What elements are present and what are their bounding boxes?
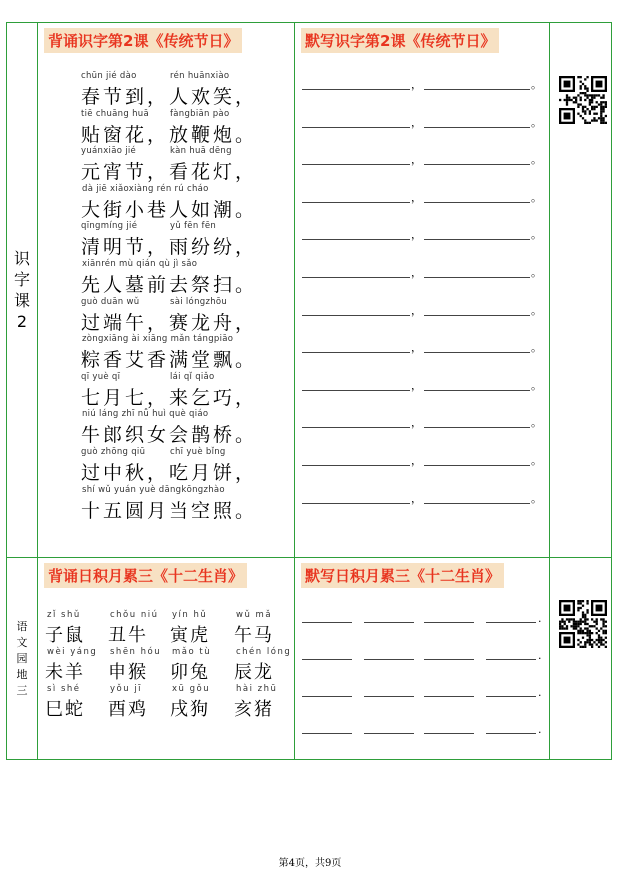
period-mark: 。 (531, 341, 542, 355)
zodiac-text: 未羊 (45, 662, 85, 683)
write-line (302, 722, 542, 736)
poem-line-text: 春节到，人欢笑， (81, 86, 258, 108)
write-column (295, 23, 550, 557)
period-mark: 。 (531, 491, 542, 505)
blank-input[interactable] (424, 427, 530, 428)
period-mark: . (538, 612, 542, 625)
blank-input[interactable] (424, 89, 530, 90)
comma-mark: ， (411, 341, 422, 355)
zodiac-text: 午马 (234, 625, 274, 646)
blank-input[interactable] (424, 659, 474, 660)
qr-code-icon[interactable] (559, 600, 607, 648)
qr-column (550, 23, 611, 557)
zodiac-text: 寅虎 (170, 625, 210, 646)
write-column (295, 558, 550, 759)
write-line (302, 379, 542, 393)
blank-input[interactable] (302, 659, 352, 660)
write-line (302, 153, 542, 167)
poem-pinyin: dà jiē xiǎoxiàng rén rú cháo (82, 183, 209, 194)
blank-input[interactable] (424, 239, 530, 240)
period-mark: . (538, 686, 542, 699)
comma-mark: ， (411, 454, 422, 467)
period-mark: 。 (531, 303, 542, 317)
blank-input[interactable] (486, 659, 536, 660)
recite-header: 背诵日积月累三《十二生肖》 (44, 563, 247, 588)
poem-pinyin: tiē chuāng huā (81, 108, 149, 119)
blank-input[interactable] (486, 733, 536, 734)
row-yuwen-yuandi-3 (7, 558, 611, 759)
write-line (302, 304, 542, 318)
zodiac-text: 辰龙 (234, 662, 274, 683)
qr-column (550, 558, 611, 759)
poem-pinyin: zòngxiāng ài xiāng mǎn tángpiāo (82, 334, 234, 345)
blank-input[interactable] (486, 622, 536, 623)
blank-input[interactable] (302, 202, 410, 203)
row-label-char: 2 (16, 312, 28, 331)
poem-pinyin: rén huānxiào (170, 71, 230, 81)
comma-mark: ， (411, 190, 422, 204)
write-line (302, 416, 542, 430)
poem-pinyin: sài lóngzhōu (170, 296, 228, 307)
poem-pinyin: lái qǐ qiǎo (170, 371, 215, 382)
comma-mark: ， (411, 416, 422, 430)
write-line (302, 191, 542, 205)
blank-input[interactable] (424, 733, 474, 734)
row-label-yuwen-yuandi-3 (7, 558, 38, 759)
zodiac-text: 亥猪 (234, 699, 274, 720)
zodiac-text: 卯兔 (170, 662, 210, 683)
blank-input[interactable] (364, 733, 414, 734)
write-line (302, 228, 542, 242)
recite-header: 背诵识字第2课《传统节日》 (44, 28, 242, 53)
period-mark: 。 (531, 228, 542, 242)
blank-input[interactable] (302, 390, 410, 391)
row-label-char: 识 (13, 249, 30, 268)
poem-pinyin: xiānrén mù qián qù jì sǎo (82, 259, 198, 269)
blank-input[interactable] (302, 696, 352, 697)
row-label-char: 文 (16, 635, 28, 649)
poem-line-text: 清明节，雨纷纷， (81, 236, 258, 259)
write-line (302, 685, 542, 699)
poem-line-text: 过中秋，吃月饼， (81, 462, 258, 484)
zodiac-pinyin: yín hǔ (172, 610, 208, 620)
poem-pinyin: qīngmíng jié (81, 221, 138, 232)
zodiac-pinyin: mǎo tù (172, 647, 212, 657)
zodiac-pinyin: chén lóng (236, 647, 292, 657)
blank-input[interactable] (424, 465, 530, 466)
poem-pinyin: yǔ fēn fēn (170, 221, 217, 232)
comma-mark: ， (411, 378, 422, 392)
blank-input[interactable] (364, 622, 414, 623)
blank-input[interactable] (424, 315, 530, 316)
poem-line-text: 先人墓前去祭扫。 (81, 274, 258, 296)
zodiac-pinyin: shēn hóu (110, 647, 162, 657)
blank-input[interactable] (302, 164, 410, 165)
poem-pinyin: chī yuè bǐng (170, 447, 226, 457)
write-line (302, 78, 542, 92)
qr-code-icon[interactable] (559, 76, 607, 124)
recite-column (38, 558, 295, 759)
comma-mark: ， (411, 266, 422, 279)
zodiac-pinyin: yǒu jī (110, 684, 143, 694)
poem-line-text: 元宵节，看花灯， (81, 161, 258, 184)
period-mark: 。 (531, 378, 542, 392)
write-line (302, 454, 542, 468)
blank-input[interactable] (424, 503, 530, 504)
blank-input[interactable] (424, 696, 474, 697)
poem-line-text: 七月七，来乞巧， (81, 386, 258, 409)
write-header: 默写日积月累三《十二生肖》 (301, 563, 504, 588)
write-header: 默写识字第2课《传统节日》 (301, 28, 499, 53)
blank-input[interactable] (486, 696, 536, 697)
poem-pinyin: kàn huā dēng (170, 146, 232, 157)
comma-mark: ， (411, 78, 422, 91)
period-mark: 。 (531, 266, 542, 279)
blank-input[interactable] (302, 277, 410, 278)
poem-line-text: 过端午，赛龙舟， (81, 311, 258, 334)
blank-input[interactable] (424, 390, 530, 391)
period-mark: 。 (531, 416, 542, 430)
recite-column (38, 23, 295, 557)
poem-pinyin: guò duān wǔ (81, 296, 140, 307)
blank-input[interactable] (424, 622, 474, 623)
period-mark: . (538, 723, 542, 736)
poem-pinyin: niú láng zhī nǚ huì què qiáo (82, 409, 209, 420)
write-line (302, 492, 542, 506)
zodiac-pinyin: sì shé (47, 684, 81, 694)
zodiac-pinyin: zǐ shǔ (47, 610, 81, 620)
blank-input[interactable] (424, 352, 530, 353)
blank-input[interactable] (364, 696, 414, 697)
zodiac-pinyin: chǒu niú (110, 610, 159, 620)
poem-pinyin: fàngbiān pào (170, 108, 230, 119)
poem-pinyin: chūn jié dào (81, 71, 137, 81)
write-line (302, 341, 542, 355)
zodiac-text: 戌狗 (170, 699, 210, 720)
blank-input[interactable] (302, 127, 410, 128)
comma-mark: ， (411, 303, 422, 317)
poem-line-text: 十五圆月当空照。 (81, 499, 258, 522)
blank-input[interactable] (302, 352, 410, 353)
row-label-char: 语 (16, 619, 28, 633)
period-mark: 。 (531, 153, 542, 167)
blank-input[interactable] (302, 427, 410, 428)
zodiac-text: 申猴 (108, 662, 148, 683)
zodiac-pinyin: wèi yáng (47, 647, 98, 657)
blank-input[interactable] (424, 164, 530, 165)
zodiac-text: 巳蛇 (45, 699, 85, 720)
page-footer: 第4页，共9页 (278, 858, 342, 869)
blank-input[interactable] (302, 239, 410, 240)
poem-pinyin: guò zhōng qiū (81, 447, 146, 457)
row-label-char: 字 (13, 270, 30, 289)
blank-input[interactable] (424, 202, 530, 203)
row-label-char: 地 (16, 667, 28, 681)
blank-input[interactable] (302, 89, 410, 90)
period-mark: 。 (531, 454, 542, 467)
blank-input[interactable] (302, 503, 410, 504)
poem-pinyin: shí wǔ yuán yuè dāngkōngzhào (82, 484, 225, 495)
comma-mark: ， (411, 153, 422, 167)
poem-pinyin: qī yuè qī (81, 371, 121, 382)
row-label-lesson-2 (7, 23, 38, 557)
comma-mark: ， (411, 228, 422, 242)
row-label-char: 课 (13, 291, 30, 310)
blank-input[interactable] (302, 622, 352, 623)
zodiac-text: 子鼠 (45, 625, 85, 646)
blank-input[interactable] (424, 277, 530, 278)
write-line (302, 611, 542, 625)
poem-pinyin: yuánxiāo jié (81, 146, 137, 157)
zodiac-text: 丑牛 (108, 625, 148, 646)
blank-input[interactable] (302, 733, 352, 734)
poem-line-text: 粽香艾香满堂飘。 (81, 349, 258, 372)
zodiac-text: 酉鸡 (108, 699, 148, 720)
write-line (302, 116, 542, 130)
poem-line-text: 大街小巷人如潮。 (81, 198, 258, 221)
zodiac-pinyin: hài zhū (236, 684, 278, 694)
row-label-char: 园 (16, 651, 28, 665)
period-mark: 。 (531, 115, 542, 129)
poem-line-text: 贴窗花，放鞭炮。 (81, 123, 258, 146)
row-label-char: 三 (16, 683, 28, 697)
poem-line-text: 牛郎织女会鹊桥。 (81, 424, 258, 447)
zodiac-pinyin: wǔ mǎ (236, 610, 273, 620)
period-mark: 。 (531, 190, 542, 204)
row-lesson-2 (7, 23, 611, 558)
comma-mark: ， (411, 491, 422, 505)
zodiac-pinyin: xū gǒu (172, 684, 211, 694)
worksheet-table (6, 22, 612, 760)
blank-input[interactable] (302, 315, 410, 316)
comma-mark: ， (411, 115, 422, 129)
blank-input[interactable] (424, 127, 530, 128)
write-line (302, 648, 542, 662)
period-mark: 。 (531, 78, 542, 91)
blank-input[interactable] (302, 465, 410, 466)
period-mark: . (538, 649, 542, 662)
write-line (302, 266, 542, 280)
blank-input[interactable] (364, 659, 414, 660)
